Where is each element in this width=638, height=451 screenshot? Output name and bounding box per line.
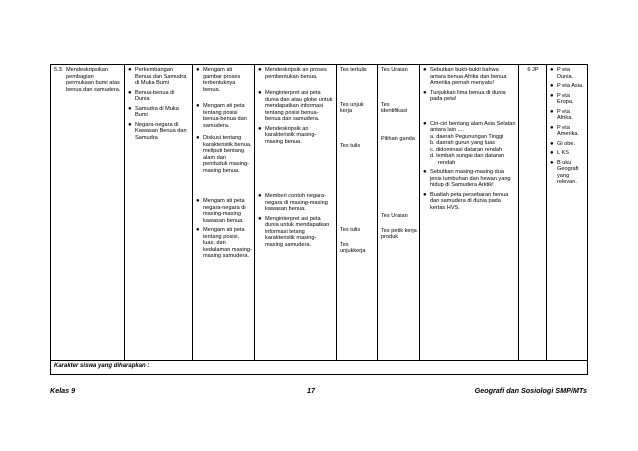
materi-cell — [125, 65, 193, 361]
list-item: Tes Uraian — [381, 213, 408, 219]
list-item: Tes identifikasi — [381, 101, 408, 114]
alokasi-waktu: 6 JP — [527, 67, 539, 73]
pembelajaran-cell — [193, 65, 255, 361]
bullet-icon: ● — [423, 120, 427, 127]
kd-cell — [51, 65, 125, 361]
bullet-icon: ● — [258, 90, 262, 96]
bullet-icon: ● — [128, 67, 132, 73]
bullet-icon: ● — [550, 159, 554, 166]
table-row — [51, 361, 588, 375]
bullet-icon: ● — [196, 135, 200, 141]
list-item: ● Menginterpret asi peta dunia dan atau globe untuk mendapatkan informasi tentang posisi benua-benua dan samudera. — [258, 90, 333, 122]
bullet-icon: ● — [196, 103, 200, 109]
bullet-icon: ● — [423, 191, 427, 198]
list-item: ● Mengam ati peta tentang posisi benua-benua dan samudera. — [196, 103, 247, 129]
option-list — [423, 134, 516, 167]
list-item: ● Mengam ati peta tentang posisi, luas, dan kedalaman masing-masing samudera. — [196, 227, 252, 259]
bentuk-cell — [378, 65, 420, 361]
list-item: ● Perkembangan Benua dan Samudra di Muka Bumi — [128, 67, 187, 86]
bullet-icon: ● — [128, 105, 132, 112]
alokasi-cell — [519, 65, 547, 361]
bullet-icon: ● — [550, 92, 554, 99]
bullet-icon: ● — [550, 150, 554, 156]
list-item: ● L KS — [550, 150, 569, 156]
bullet-icon: ● — [550, 108, 554, 115]
syllabus-table — [50, 64, 588, 375]
indikator-cell — [255, 65, 337, 361]
list-item: ● Tunjukkan lima benua di dunia pada peta! — [423, 89, 506, 102]
syllabus-table-area — [50, 64, 587, 375]
list-item: ● Mengam ati peta negara-negara di masing-masing kawasan benua. — [196, 198, 246, 224]
list-item: ● Sebutkan bukti-bukti bahwa antara benua Afrika dan benua Amerika pernah menyatu! — [423, 67, 507, 86]
list-item: Tes tulis — [340, 227, 361, 233]
bullet-icon: ● — [550, 67, 554, 73]
list-item: ● P eta Eropa. — [550, 92, 574, 105]
list-item: ● Buatlah peta persebaran benua dan samudera di dunia pada kertas HVS. — [423, 191, 509, 211]
list-item: ● P eta Asia. — [550, 83, 584, 89]
option-item: a. daerah Pegunungan Tinggi — [430, 133, 504, 140]
list-item: ● P eta Afrika. — [550, 108, 573, 121]
page-footer — [50, 386, 587, 398]
footer-subject: Geografi dan Sosiologi SMP/MTs — [474, 386, 587, 395]
bullet-icon: ● — [196, 198, 200, 204]
list-item: ● Sebutkan masing-masing dua jenis tumbuhan dan hewan yang hidup di Samudera Arktik! — [423, 169, 511, 188]
bullet-icon: ● — [423, 67, 427, 73]
list-item: ● Benua-benua di Dunia — [128, 89, 175, 102]
list-item: Tes tulis — [340, 142, 361, 149]
bullet-icon: ● — [550, 124, 554, 131]
list-item: ● Diskusi tentang karakteristik benua, meliputi bentang alam dan penduduk masing-masing benua. — [196, 135, 252, 174]
option-item: d. lembah sungai dan dataran rendah — [430, 153, 505, 166]
list-item: Tes Uraian — [381, 67, 408, 73]
page-number: 17 — [307, 386, 315, 395]
list-item: Tes unjuk kerja — [340, 101, 364, 114]
list-item: ● Samudra di Muka Bumi — [128, 105, 179, 118]
bullet-icon: ● — [258, 67, 262, 73]
list-item: ● Mengam ati gambar proses terbentuknya benua. — [196, 67, 241, 93]
option-item: c. didominasi dataran rendah — [430, 146, 503, 153]
list-item: ● P eta Amerika. — [550, 124, 580, 137]
bullet-icon: ● — [258, 125, 262, 132]
list-item: ● Memberi contoh negara-negara di masing-masing kawasan benua. — [258, 193, 328, 212]
list-item: Tes unjukkerja — [340, 241, 366, 254]
bullet-icon: ● — [423, 169, 427, 175]
list-item: Tes petik kerja produk — [381, 227, 417, 240]
list-item: ● Ciri-ciri bentang alam Asia Selatan antara lain .... — [423, 120, 516, 133]
list-item: ● Mendeskripsik an proses pembentukan benua. — [258, 67, 327, 80]
list-item: Pilihan ganda — [381, 135, 415, 142]
list-item: ● B uku Geografi yang relevan. — [550, 159, 579, 185]
bullet-icon: ● — [258, 193, 262, 199]
karakter-label: Karakter siswa yang diharapkan : — [54, 363, 150, 369]
bullet-icon: ● — [550, 140, 554, 147]
list-item: ● Menginterpret asi peta dunia untuk mendapatkan informasi tetang karakteristik masing-masing samudera. — [258, 215, 330, 248]
bullet-icon: ● — [128, 89, 132, 96]
kd-text: Mendeskripsikan pembagian permukaan bumi atas benua dan samudera. — [66, 67, 121, 93]
bullet-icon: ● — [196, 227, 200, 233]
bullet-icon: ● — [128, 121, 132, 128]
list-item: ● Mendeskripsik an karakteristik masing-masing benua. — [258, 125, 317, 145]
bullet-icon: ● — [196, 67, 200, 73]
list-item: ● P eta Dunia. — [550, 67, 574, 80]
list-item: ● Negara-negara di Kawasan Benua dan Samudra — [128, 121, 187, 141]
list-item: Tes tertulis — [340, 67, 367, 73]
karakter-cell — [51, 361, 588, 375]
table-row — [51, 65, 588, 361]
instrumen-cell — [420, 65, 519, 361]
footer-class: Kelas 9 — [50, 386, 76, 395]
kd-number: 5.3. — [54, 67, 64, 73]
bullet-icon: ● — [423, 89, 427, 96]
sumber-cell — [547, 65, 588, 361]
list-item: ● Gl obe. — [550, 140, 576, 147]
option-item: b. daerah gurun yang luas — [430, 140, 495, 146]
bullet-icon: ● — [258, 215, 262, 222]
bullet-icon: ● — [550, 83, 554, 89]
teknik-cell — [337, 65, 378, 361]
